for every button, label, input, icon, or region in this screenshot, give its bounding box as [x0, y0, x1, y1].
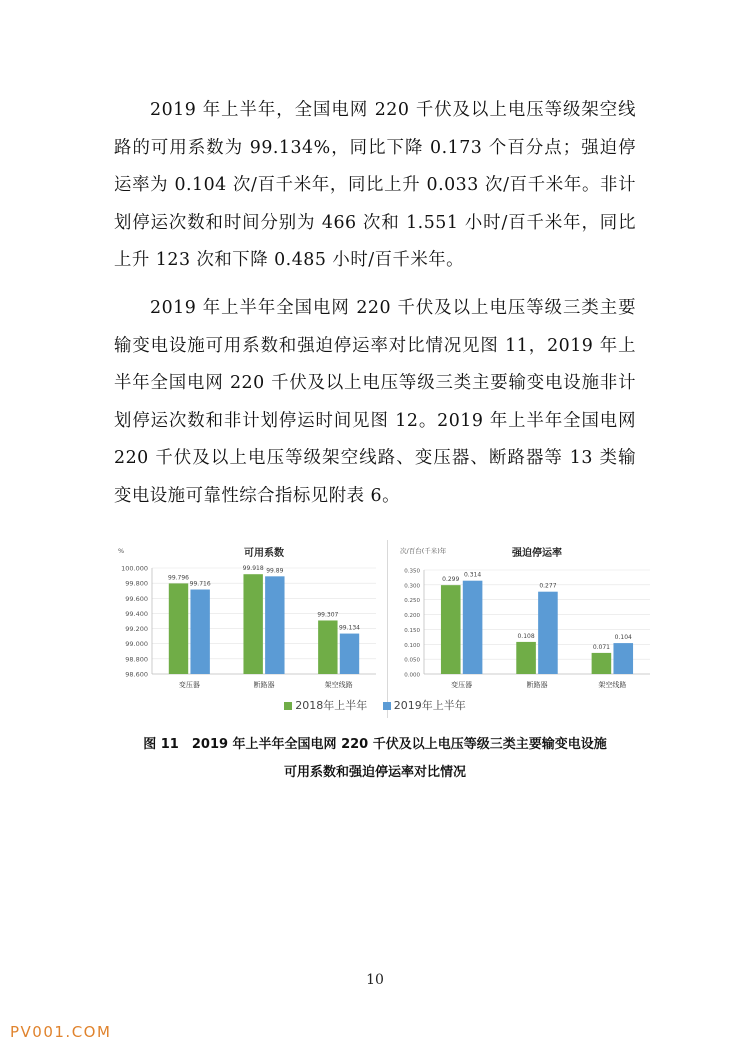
availability-bar: [190, 590, 209, 674]
forced-outage-title: 强迫停运率: [512, 548, 562, 559]
forced-outage-data-label: 0.314: [463, 571, 482, 579]
availability-title: 可用系数: [244, 548, 284, 559]
forced-outage-ytick-label: 0.250: [404, 598, 420, 605]
availability-category-label: 变压器: [178, 681, 200, 689]
availability-data-label: 99.918: [242, 565, 264, 573]
forced-outage-rate-chart-svg: [394, 540, 654, 690]
availability-ytick-label: 99.600: [125, 594, 148, 603]
availability-ytick-label: 98.800: [125, 655, 148, 664]
figure-caption-line-1: 图 11 2019 年上半年全国电网 220 千伏及以上电压等级三类主要输变电设施: [143, 737, 607, 752]
availability-ytick-label: 99.800: [125, 579, 148, 588]
availability-category-label: 架空线路: [324, 681, 353, 689]
availability-data-label: 99.796: [168, 574, 190, 582]
forced-outage-bar: [463, 581, 483, 674]
forced-outage-bar: [516, 642, 536, 674]
availability-ytick-label: 99.000: [125, 640, 148, 649]
forced-outage-category-label: 架空线路: [598, 681, 627, 689]
forced-outage-ytick-label: 0.350: [404, 568, 420, 575]
forced-outage-data-label: 0.104: [614, 634, 632, 642]
forced-outage-bar: [538, 592, 558, 674]
forced-outage-category-label: 变压器: [451, 681, 473, 689]
forced-outage-ytick-label: 0.050: [404, 657, 420, 664]
availability-bar: [340, 634, 359, 674]
figure-caption-line-2: 可用系数和强迫停运率对比情况: [283, 765, 466, 780]
figure-caption: [0, 731, 750, 787]
forced-outage-ytick-label: 0.100: [404, 642, 420, 649]
availability-bar: [265, 576, 284, 674]
legend-item-2019: [383, 697, 466, 713]
availability-data-label: 99.89: [266, 567, 284, 575]
availability-ylabel: %: [118, 547, 125, 555]
availability-ytick-label: 98.600: [125, 670, 148, 679]
forced-outage-ytick-label: 0.150: [404, 627, 420, 634]
forced-outage-ytick-label: 0.200: [404, 613, 420, 620]
availability-category-label: 断路器: [253, 681, 275, 689]
availability-ytick-label: 99.200: [125, 625, 148, 634]
availability-bar: [318, 620, 337, 674]
forced-outage-ytick-label: 0.000: [404, 672, 420, 679]
availability-factor-chart: [114, 540, 380, 690]
forced-outage-bar: [592, 653, 612, 674]
availability-factor-chart-svg: [114, 540, 380, 690]
legend-item-2018: [284, 697, 367, 713]
chart-legend: [0, 697, 750, 713]
forced-outage-rate-chart: [394, 540, 654, 690]
paragraph-figure-reference: 2019 年上半年全国电网 220 千伏及以上电压等级三类主要输变电设施可用系数和强迫停运率对比情况见图 11，2019 年上半年全国电网 220 千伏及以上电压等级三类主要输变电设施非计划停运次数和非计划停运时间见图 12。2019 年上半年全国电网 220 千伏及以上电压等级架空线路、变压器、断路器等 13 类输变电设施可靠性综合指标见附表 6。: [114, 298, 636, 506]
availability-data-label: 99.307: [317, 611, 339, 619]
availability-data-label: 99.134: [338, 624, 360, 632]
forced-outage-data-label: 0.108: [517, 632, 535, 640]
legend-swatch-2019: [383, 702, 391, 710]
paragraph-overhead-line: 2019 年上半年，全国电网 220 千伏及以上电压等级架空线路的可用系数为 99.134%，同比下降 0.173 个百分点；强迫停运率为 0.104 次/百千米年，同比上升 0.033 次/百千米年。非计划停运次数和时间分别为 466 次和 1.551 小时/百千米年，同比上升 123 次和下降 0.485 小时/百千米年。: [114, 100, 636, 270]
legend-label-2018: 2018年上半年: [295, 699, 368, 712]
availability-ytick-label: 99.400: [125, 609, 148, 618]
chart-divider: [387, 540, 388, 718]
availability-ytick-label: 100.000: [121, 564, 148, 573]
forced-outage-bar: [613, 643, 633, 674]
forced-outage-data-label: 0.299: [442, 576, 460, 584]
forced-outage-data-label: 0.277: [539, 582, 557, 590]
availability-bar: [243, 574, 262, 674]
forced-outage-data-label: 0.071: [592, 643, 611, 651]
forced-outage-ytick-label: 0.300: [404, 583, 420, 590]
forced-outage-category-label: 断路器: [526, 681, 548, 689]
availability-bar: [169, 583, 188, 674]
forced-outage-bar: [441, 585, 461, 674]
availability-data-label: 99.716: [189, 580, 211, 588]
legend-swatch-2018: [284, 702, 292, 710]
legend-label-2019: 2019年上半年: [393, 699, 466, 712]
watermark: PV001.COM: [10, 1023, 112, 1041]
page-number: 10: [366, 972, 384, 988]
forced-outage-ylabel: 次/百台(千米)年: [400, 547, 447, 555]
